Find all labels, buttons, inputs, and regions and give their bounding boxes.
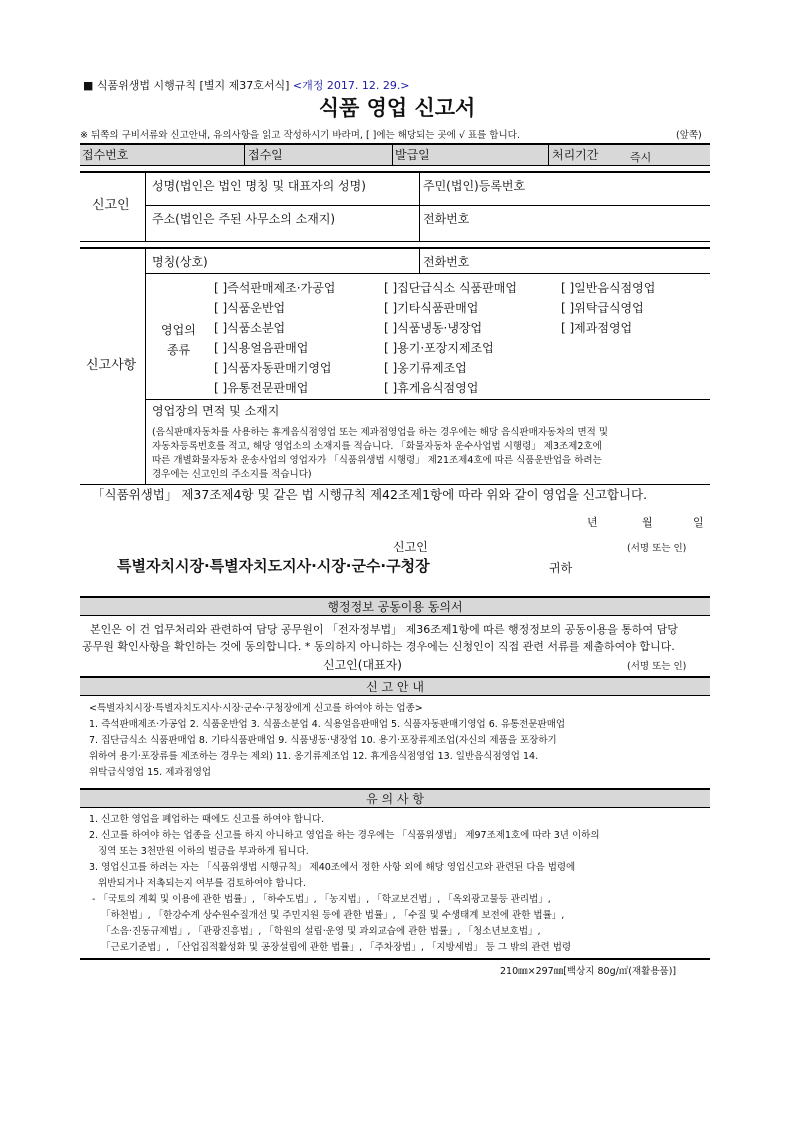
report-label: 신고사항 — [86, 358, 137, 373]
checkbox-food-transport[interactable]: [ ]식품운반업 — [214, 301, 286, 315]
receipt-date-label: 접수일 — [248, 148, 283, 162]
caution-title: 유 의 사 항 — [80, 788, 710, 808]
guide-line-5: 위탁급식영업 15. 제과점영업 — [89, 767, 212, 778]
recipient-honorific: 귀하 — [549, 561, 573, 575]
revision-date: <개정 2017. 12. 29.> — [292, 79, 410, 92]
consent-text-line-2: 공무원 확인사항을 확인하는 것에 동의합니다. * 동의하지 아니하는 경우에는 신청인이 직접 관련 서류를 제출하여야 합니다. — [82, 640, 675, 653]
area-note-line-2: 자동차등록번호를 적고, 해당 영업소의 소재지를 적습니다. 「화물자동차 운수사업법 시행령」 제3조제2호에 — [152, 441, 602, 452]
checkbox-contract-catering[interactable]: [ ]위탁급식영업 — [561, 301, 644, 315]
date-month-label: 월 — [642, 516, 653, 529]
business-type-label: 영업의 — [161, 323, 196, 337]
receipt-number-label: 접수번호 — [82, 148, 129, 162]
checkbox-container-manufacture[interactable]: [ ]용기·포장지제조업 — [384, 341, 494, 355]
checkbox-general-restaurant[interactable]: [ ]일반음식점영업 — [561, 281, 656, 295]
processing-period-label: 처리기간 — [552, 148, 599, 162]
checkbox-distribution-sales[interactable]: [ ]유통전문판매업 — [214, 381, 309, 395]
processing-period-value: 즉시 — [630, 151, 652, 164]
guide-line-4: 위하여 용기·포장류를 제조하는 경우는 제외) 11. 옹기류제조업 12. 휴게음식점영업 13. 일반음식점영업 14. — [89, 751, 539, 762]
instruction-note: ※ 뒤쪽의 구비서류와 신고안내, 유의사항을 읽고 작성하시기 바라며, [ ]에는 해당되는 곳에 √ 표를 합니다. — [80, 130, 520, 141]
date-day-label: 일 — [693, 516, 704, 529]
area-note-line-4: 경우에는 신고인의 주소지를 적습니다) — [152, 469, 312, 480]
area-note-line-3: 따른 개별화물자동차 운송사업의 영업자가 「식품위생법 시행령」 제21조제4호에 따른 식품운반업을 하려는 — [152, 455, 602, 466]
law-reference: 식품위생법 시행규칙 [별지 제37호서식] — [96, 79, 290, 92]
business-area-field[interactable]: 영업장의 면적 및 소재지 — [152, 404, 280, 418]
caution-line-2: 2. 신고를 하여야 하는 업종을 신고를 하지 아니하고 영업을 하는 경우에는 「식품위생법」 제97조제1호에 따라 3년 이하의 — [89, 830, 600, 841]
caution-line-5: 위반되거나 저촉되는지 여부를 검토하여야 합니다. — [89, 878, 306, 889]
checkbox-instant-food[interactable]: [ ]즉석판매제조·가공업 — [214, 281, 336, 295]
date-year-label: 년 — [587, 516, 598, 529]
caution-line-6: - 「국토의 계획 및 이용에 관한 법률」, 「하수도법」, 「농지법」, 「학교보건법」, 「옥외광고물등 관리법」, — [89, 894, 551, 905]
caution-line-4: 3. 영업신고를 하려는 자는 「식품위생법 시행규칙」 제40조에서 정한 사항 외에 해당 영업신고와 관련된 다음 법령에 — [89, 862, 576, 873]
checkbox-food-subdivision[interactable]: [ ]식품소분업 — [214, 321, 286, 335]
checkbox-other-food-sales[interactable]: [ ]기타식품판매업 — [384, 301, 479, 315]
consent-sign-note[interactable]: (서명 또는 인) — [627, 661, 687, 672]
trade-name-field[interactable]: 명칭(상호) — [152, 255, 208, 269]
consent-text-line-1: 본인은 이 건 업무처리와 관련하여 담당 공무원이 「전자정부법」 제36조제1항에 따른 행정정보의 공동이용을 통하여 담당 — [90, 623, 678, 636]
checkbox-freezing-storage[interactable]: [ ]식품냉동·냉장업 — [384, 321, 483, 335]
caution-line-3: 징역 또는 3천만원 이하의 벌금을 부과하게 됩니다. — [89, 846, 309, 857]
applicant-label: 신고인 — [92, 198, 130, 213]
checkbox-group-meal-sales[interactable]: [ ]집단급식소 식품판매업 — [384, 281, 517, 295]
page-title: 식품 영업 신고서 — [318, 96, 476, 120]
checkbox-onggi-manufacture[interactable]: [ ]옹기류제조업 — [384, 361, 467, 375]
guide-line-3: 7. 집단급식소 식품판매업 8. 기타식품판매업 9. 식품냉동·냉장업 10. 용기·포장류제조업(자신의 제품을 포장하기 — [89, 735, 557, 746]
guide-line-1: <특별자치시장·특별자치도지사·시장·군수·구청장에게 신고를 하여야 하는 업종> — [89, 703, 423, 714]
page-side-label: (앞쪽) — [676, 130, 702, 141]
guide-title: 신 고 안 내 — [80, 676, 710, 696]
area-note-line-1: (음식판매자동차를 사용하는 휴게음식점영업 또는 제과점영업을 하는 경우에는 해당 음식판매자동차의 면적 및 — [152, 427, 609, 438]
checkbox-rest-restaurant[interactable]: [ ]휴게음식점영업 — [384, 381, 479, 395]
issue-date-label: 발급일 — [395, 148, 430, 162]
square-bullet: ■ — [83, 79, 94, 92]
consent-signer-label: 신고인(대표자) — [323, 658, 402, 672]
signer-label: 신고인 — [393, 540, 428, 554]
header-line — [83, 80, 410, 91]
caution-line-8: 「소음·진동규제법」, 「관광진흥법」, 「학원의 설립·운영 및 과외교습에 관한 법률」, 「청소년보호법」, — [89, 926, 541, 937]
business-type-label-2: 종류 — [167, 343, 191, 357]
checkbox-ice-sales[interactable]: [ ]식용얼음판매업 — [214, 341, 309, 355]
declaration-text: 「식품위생법」 제37조제4항 및 같은 법 시행규칙 제42조제1항에 따라 위와 같이 영업을 신고합니다. — [92, 487, 648, 502]
consent-title: 행정정보 공동이용 동의서 — [80, 596, 710, 616]
checkbox-vending-machine[interactable]: [ ]식품자동판매기영업 — [214, 361, 332, 375]
applicant-reg-number-field[interactable]: 주민(법인)등록번호 — [423, 179, 526, 193]
recipient-title: 특별자치시장·특별자치도지사·시장·군수·구청장 — [117, 557, 430, 575]
business-phone-field[interactable]: 전화번호 — [423, 255, 470, 269]
paper-spec-footer: 210㎜×297㎜[백상지 80g/㎡(재활용품)] — [500, 966, 677, 977]
caution-line-1: 1. 신고한 영업을 폐업하는 때에도 신고를 하여야 합니다. — [89, 814, 325, 825]
applicant-address-field[interactable]: 주소(법인은 주된 사무소의 소재지) — [152, 212, 336, 226]
caution-line-7: 「하천법」, 「한강수계 상수원수질개선 및 주민지원 등에 관한 법률」, 「수질 및 수생태계 보전에 관한 법률」, — [89, 910, 565, 921]
checkbox-bakery[interactable]: [ ]제과점영업 — [561, 321, 633, 335]
applicant-phone-field[interactable]: 전화번호 — [423, 212, 470, 226]
sign-or-seal-note[interactable]: (서명 또는 인) — [627, 543, 687, 554]
guide-line-2: 1. 즉석판매제조·가공업 2. 식품운반업 3. 식품소분업 4. 식용얼음판매업 5. 식품자동판매기영업 6. 유통전문판매업 — [89, 719, 566, 730]
caution-line-9: 「근로기준법」, 「산업집적활성화 및 공장설립에 관한 법률」, 「주차장법」, 「지방세법」 등 그 밖의 관련 법령 — [89, 942, 572, 953]
applicant-name-field[interactable]: 성명(법인은 법인 명칭 및 대표자의 성명) — [152, 179, 366, 193]
